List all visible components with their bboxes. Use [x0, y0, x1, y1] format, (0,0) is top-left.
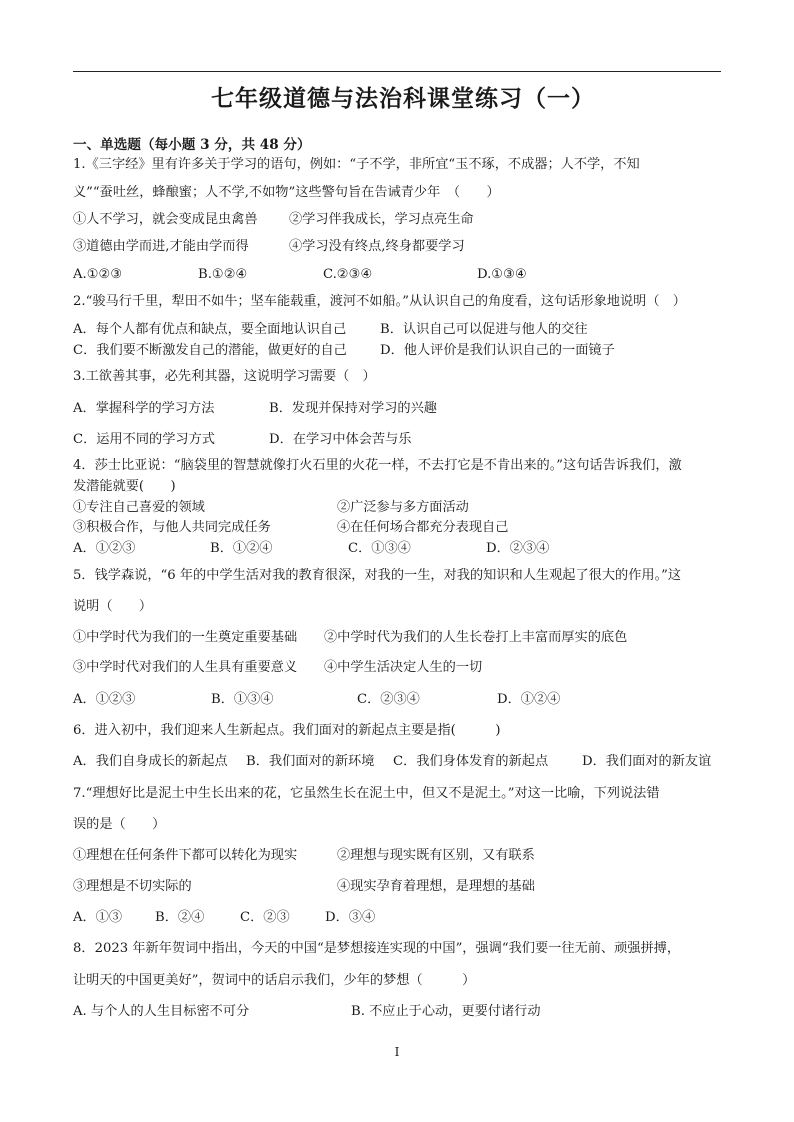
answer-choice-d: D．③④	[325, 910, 376, 925]
answer-choice-d: D．我们面对的新友谊	[582, 754, 712, 769]
page-number: I	[394, 1045, 400, 1059]
statement-option: ②学习伴我成长，学习点亮生命	[289, 212, 474, 227]
statement-option: ③中学时代对我们的人生具有重要意义	[73, 660, 298, 675]
statement-option: ④中学生活决定人生的一切	[324, 660, 483, 675]
answer-choice-b: B．①③④	[211, 692, 274, 707]
answer-choice-a: A．①③	[73, 910, 123, 925]
answer-choice-c: C．我们身体发育的新起点	[393, 754, 549, 769]
question-stem: 4．莎士比亚说：“脑袋里的智慧就像打火石里的火花一样，不去打它是不肯出来的。”这句话告诉我们，激	[73, 458, 682, 473]
answer-choice-b: B. 不应止于心动，更要付诸行动	[351, 1004, 541, 1019]
statement-option: ③积极合作，与他人共同完成任务	[73, 520, 271, 535]
statement-option: ①人不学习，就会变成昆虫禽兽	[73, 212, 258, 227]
page-title: 七年级道德与法治科课堂练习（一）	[211, 85, 595, 112]
statement-option: ①专注自己喜爱的领域	[73, 500, 205, 515]
statement-option: ③道德由学而进,才能由学而得	[73, 239, 249, 254]
question-stem: 2.“骏马行千里，犁田不如牛；坚车能载重，渡河不如船。”从认识自己的角度看，这句话形象地说明（ ）	[73, 294, 686, 309]
statement-option: ②中学时代为我们的人生长卷打上丰富而厚实的底色	[324, 630, 628, 645]
statement-option: ③理想是不切实际的	[73, 879, 192, 894]
statement-option: ①中学时代为我们的一生奠定重要基础	[73, 630, 298, 645]
answer-choice-a: A．每个人都有优点和缺点，要全面地认识自己	[73, 322, 347, 337]
answer-choice-b: B.①②④	[198, 267, 248, 282]
answer-choice-b: B．认识自己可以促进与他人的交往	[380, 322, 588, 337]
answer-choice-c: C．②③	[240, 910, 290, 925]
statement-option: ④现实孕育着理想，是理想的基础	[337, 879, 535, 894]
section-heading: 一、单选题（每小题 3 分，共 48 分）	[73, 137, 311, 153]
answer-choice-c: C．①③④	[348, 541, 411, 556]
answer-choice-a: A．①②③	[73, 541, 136, 556]
question-stem: 让明天的中国更美好”，贺词中的话启示我们，少年的梦想（ ）	[73, 973, 476, 988]
answer-choice-d: D.①③④	[477, 267, 527, 282]
answer-choice-c: C.②③④	[323, 267, 373, 282]
answer-choice-d: D．他人评价是我们认识自己的一面镜子	[380, 343, 615, 358]
answer-choice-a: A. 与个人的人生目标密不可分	[73, 1004, 250, 1019]
question-stem: 误的是（ ）	[73, 817, 166, 832]
answer-choice-d: D．在学习中体会苦与乐	[269, 432, 412, 447]
answer-choice-a: A.①②③	[73, 267, 123, 282]
statement-option: ②理想与现实既有区别，又有联系	[337, 848, 535, 863]
answer-choice-a: A．①②③	[73, 692, 136, 707]
answer-choice-d: D．①②④	[497, 692, 561, 707]
answer-choice-d: D．②③④	[486, 541, 550, 556]
answer-choice-c: C．我们要不断激发自己的潜能，做更好的自己	[73, 343, 347, 358]
answer-choice-a: A．我们自身成长的新起点	[73, 754, 228, 769]
question-stem: 8．2023 年新年贺词中指出，今天的中国“是梦想接连实现的中国”，强调“我们要一往无前、顽强拼搏，	[73, 941, 681, 956]
question-stem: 7.“理想好比是泥土中生长出来的花，它虽然生长在泥土中，但又不是泥土。”对这一比喻，下列说法错	[73, 786, 660, 801]
answer-choice-b: B．我们面对的新环境	[246, 754, 375, 769]
answer-choice-b: B．发现并保持对学习的兴趣	[269, 401, 437, 416]
question-stem: 义”“蚕吐丝，蜂酿蜜；人不学,不如物”这些警句旨在告诫青少年 （ ）	[73, 185, 500, 200]
question-stem: 5．钱学森说，“6 年的中学生活对我的教育很深，对我的一生，对我的知识和人生观起了很大的作用。”这	[73, 568, 682, 583]
answer-choice-a: A．掌握科学的学习方法	[73, 401, 215, 416]
statement-option: ④学习没有终点,终身都要学习	[289, 239, 465, 254]
answer-choice-c: C．②③④	[357, 692, 420, 707]
answer-choice-c: C．运用不同的学习方式	[73, 432, 215, 447]
statement-option: ④在任何场合都充分表现自己	[337, 520, 509, 535]
question-stem: 3.工欲善其事，必先利其器，这说明学习需要（ ）	[73, 369, 376, 384]
answer-choice-b: B．②④	[155, 910, 205, 925]
question-stem: 1.《三字经》里有许多关于学习的语句，例如：“子不学，非所宜“玉不琢，不成器；人不学，不知	[73, 157, 640, 172]
question-stem: 6．进入初中，我们迎来人生新起点。我们面对的新起点主要是指( )	[73, 723, 501, 738]
question-stem: 发潜能就要( )	[73, 479, 176, 494]
statement-option: ②广泛参与多方面活动	[337, 500, 469, 515]
header-rule	[73, 71, 721, 72]
question-stem: 说明（ ）	[73, 599, 153, 614]
statement-option: ①理想在任何条件下都可以转化为现实	[73, 848, 298, 863]
answer-choice-b: B．①②④	[210, 541, 273, 556]
